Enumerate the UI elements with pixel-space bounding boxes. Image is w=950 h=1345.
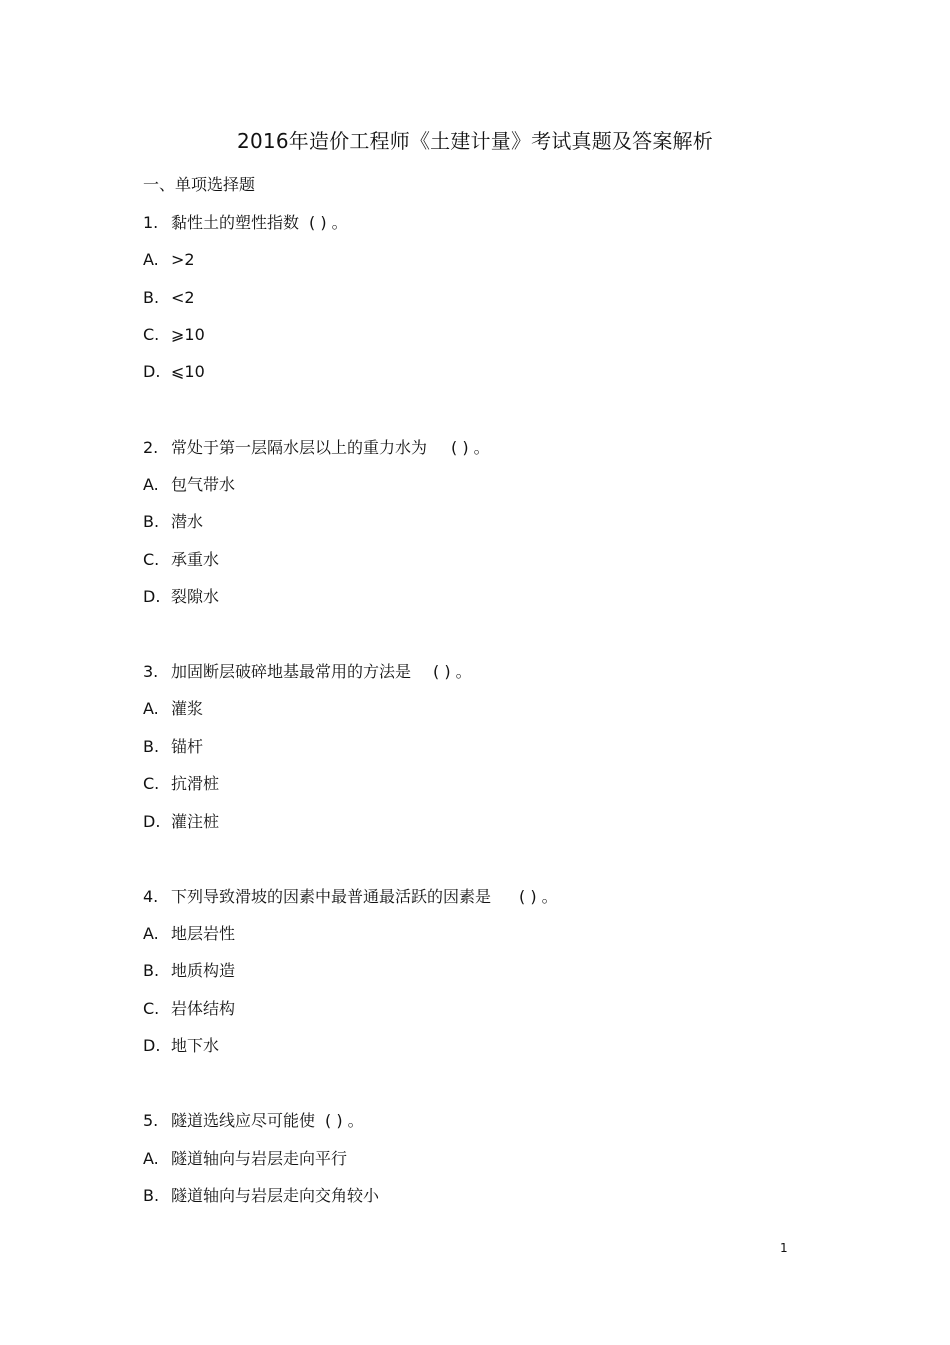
question-number: 4. — [143, 887, 159, 906]
option-text: 隧道轴向与岩层走向平行 — [171, 1149, 348, 1168]
answer-option — [143, 735, 203, 759]
answer-option — [143, 997, 235, 1021]
answer-option — [143, 810, 219, 834]
option-text: 承重水 — [171, 550, 220, 569]
answer-option — [143, 959, 235, 983]
option-label: C. — [143, 325, 160, 344]
option-text: 裂隙水 — [171, 587, 220, 606]
page-title: 2016年造价工程师《土建计量》考试真题及答案解析 — [237, 129, 713, 153]
option-text: ⩾10 — [171, 325, 205, 344]
answer-option — [143, 1034, 219, 1058]
question-stem — [143, 436, 490, 460]
option-text: 包气带水 — [171, 475, 236, 494]
option-label: A. — [143, 699, 159, 718]
page-number: 1 — [780, 1241, 788, 1255]
answer-option — [143, 1184, 379, 1208]
question-number: 1. — [143, 213, 159, 232]
question-number: 2. — [143, 438, 159, 457]
answer-option — [143, 286, 195, 310]
answer-option — [143, 248, 195, 272]
option-label: C. — [143, 774, 160, 793]
option-text: 岩体结构 — [171, 999, 236, 1018]
option-label: A. — [143, 1149, 159, 1168]
option-label: D. — [143, 587, 161, 606]
answer-option — [143, 323, 205, 347]
question-text: 常处于第一层隔水层以上的重力水为 — [171, 438, 428, 457]
answer-option — [143, 772, 219, 796]
option-text: >2 — [171, 250, 195, 269]
option-label: B. — [143, 512, 160, 531]
option-text: 锚杆 — [171, 737, 204, 756]
answer-option — [143, 922, 235, 946]
option-text: 灌浆 — [171, 699, 204, 718]
question-text: 隧道选线应尽可能使 — [171, 1111, 316, 1130]
question-text: 加固断层破碎地基最常用的方法是 — [171, 662, 412, 681]
option-label: B. — [143, 737, 160, 756]
question-stem — [143, 660, 472, 684]
option-label: A. — [143, 250, 159, 269]
question-text: 黏性土的塑性指数 — [171, 213, 300, 232]
option-label: D. — [143, 362, 161, 381]
option-text: 地下水 — [171, 1036, 220, 1055]
answer-option — [143, 1147, 347, 1171]
section-heading: 一、单项选择题 — [143, 175, 256, 194]
question-blank: ( ) 。 — [433, 662, 472, 681]
option-label: C. — [143, 550, 160, 569]
option-text: 潜水 — [171, 512, 204, 531]
question-number: 5. — [143, 1111, 159, 1130]
option-label: D. — [143, 812, 161, 831]
question-stem — [143, 211, 348, 235]
question-blank: ( ) 。 — [519, 887, 558, 906]
option-label: C. — [143, 999, 160, 1018]
option-text: <2 — [171, 288, 195, 307]
option-text: 隧道轴向与岩层走向交角较小 — [171, 1186, 380, 1205]
question-number: 3. — [143, 662, 159, 681]
answer-option — [143, 473, 235, 497]
option-label: A. — [143, 475, 159, 494]
option-label: B. — [143, 961, 160, 980]
question-blank: ( ) 。 — [451, 438, 490, 457]
option-label: D. — [143, 1036, 161, 1055]
question-stem — [143, 1109, 364, 1133]
question-blank: ( ) 。 — [325, 1111, 364, 1130]
option-label: B. — [143, 288, 160, 307]
answer-option — [143, 697, 203, 721]
question-text: 下列导致滑坡的因素中最普通最活跃的因素是 — [171, 887, 492, 906]
answer-option — [143, 360, 205, 384]
option-text: 灌注桩 — [171, 812, 220, 831]
option-text: 地层岩性 — [171, 924, 236, 943]
answer-option — [143, 548, 219, 572]
question-stem — [143, 885, 558, 909]
option-label: A. — [143, 924, 159, 943]
answer-option — [143, 585, 219, 609]
option-text: 抗滑桩 — [171, 774, 220, 793]
answer-option — [143, 510, 203, 534]
option-text: ⩽10 — [171, 362, 205, 381]
option-label: B. — [143, 1186, 160, 1205]
option-text: 地质构造 — [171, 961, 236, 980]
question-blank: ( ) 。 — [309, 213, 348, 232]
